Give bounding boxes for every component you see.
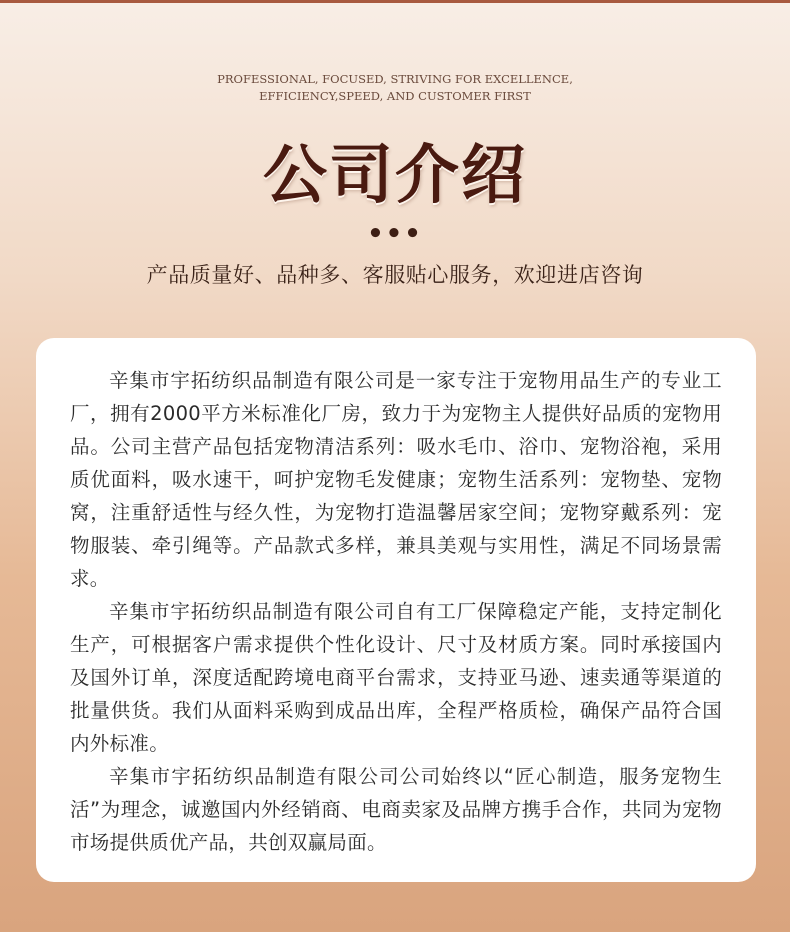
- intro-paragraph-1: 辛集市宇拓纺织品制造有限公司是一家专注于宠物用品生产的专业工厂，拥有2000平方米标准化厂房，致力于为宠物主人提供好品质的宠物用品。公司主营产品包括宠物清洁系列：吸水毛巾、浴巾、宠物浴袍，采用质优面料，吸水速干，呵护宠物毛发健康；宠物生活系列：宠物垫、宠物窝，注重舒适性与经久性，为宠物打造温馨居家空间；宠物穿戴系列：宠物服装、牵引绳等。产品款式多样，兼具美观与实用性，满足不同场景需求。: [70, 369, 722, 590]
- slogan-line-1: PROFESSIONAL, FOCUSED, STRIVING FOR EXCELLENCE,: [217, 72, 573, 86]
- slogan-line-2: EFFICIENCY,SPEED, AND CUSTOMER FIRST: [259, 89, 531, 103]
- intro-paragraph-2: 辛集市宇拓纺织品制造有限公司自有工厂保障稳定产能，支持定制化生产，可根据客户需求提供个性化设计、尺寸及材质方案。同时承接国内及国外订单，深度适配跨境电商平台需求，支持亚马逊、速卖通等渠道的批量供货。我们从面料采购到成品出库，全程严格质检，确保产品符合国内外标准。: [70, 600, 722, 755]
- company-intro-card: [36, 338, 756, 882]
- intro-paragraph-3: 辛集市宇拓纺织品制造有限公司公司始终以“匠心制造，服务宠物生活”为理念，诚邀国内外经销商、电商卖家及品牌方携手合作，共同为宠物市场提供质优产品，共创双赢局面。: [70, 765, 722, 854]
- ellipsis-dots-icon: •••: [367, 219, 423, 249]
- page-title: 公司介绍: [263, 139, 527, 213]
- english-slogan: [0, 71, 790, 105]
- page-subtitle: 产品质量好、品种多、客服贴心服务，欢迎进店咨询: [146, 263, 644, 287]
- top-accent-bar: [0, 0, 790, 3]
